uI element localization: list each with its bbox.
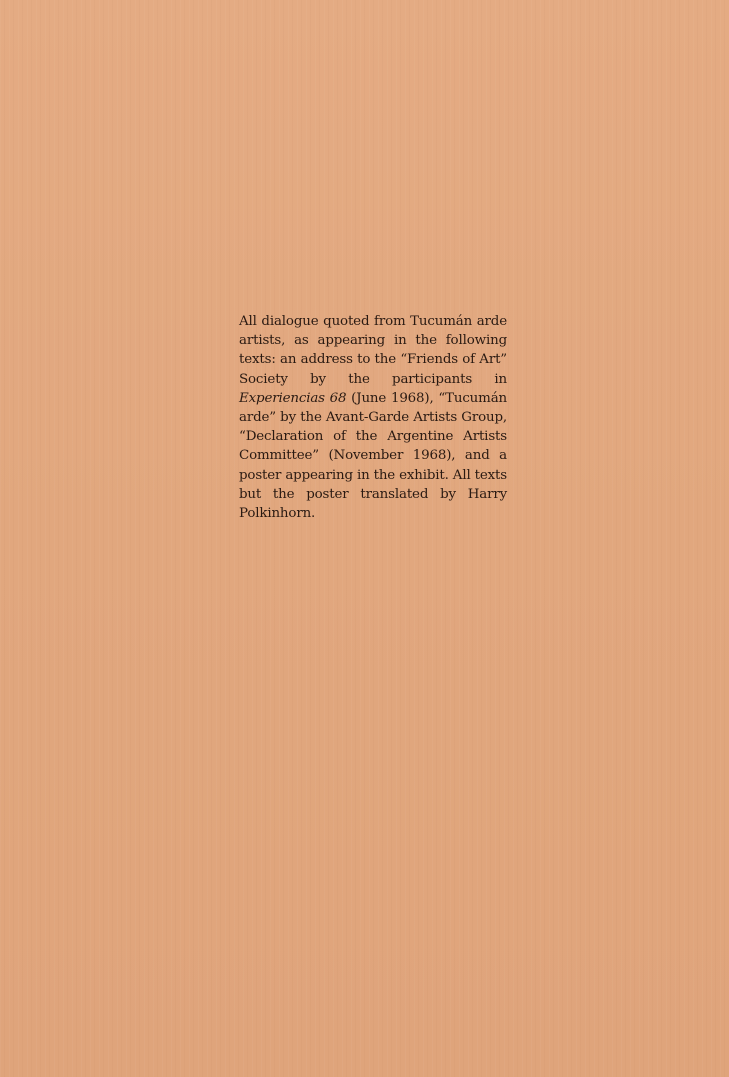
colophon-text-before-title: All dialogue quoted from Tucumán arde artists, as appearing in the following texts: an address to the “Friends of Art” Society by the participants in bbox=[239, 314, 507, 387]
colophon-text-after-title: (June 1968), “Tucumán arde” by the Avant-Garde Artists Group, “Declaration of the Argentine Artists Committee” (November 1968), and a poster appearing in the exhibit. All texts but the poster translated by Harry Polkinhorn. bbox=[239, 390, 507, 522]
colophon-italic-title: Experiencias 68 bbox=[239, 390, 347, 406]
colophon-paragraph bbox=[239, 312, 507, 523]
